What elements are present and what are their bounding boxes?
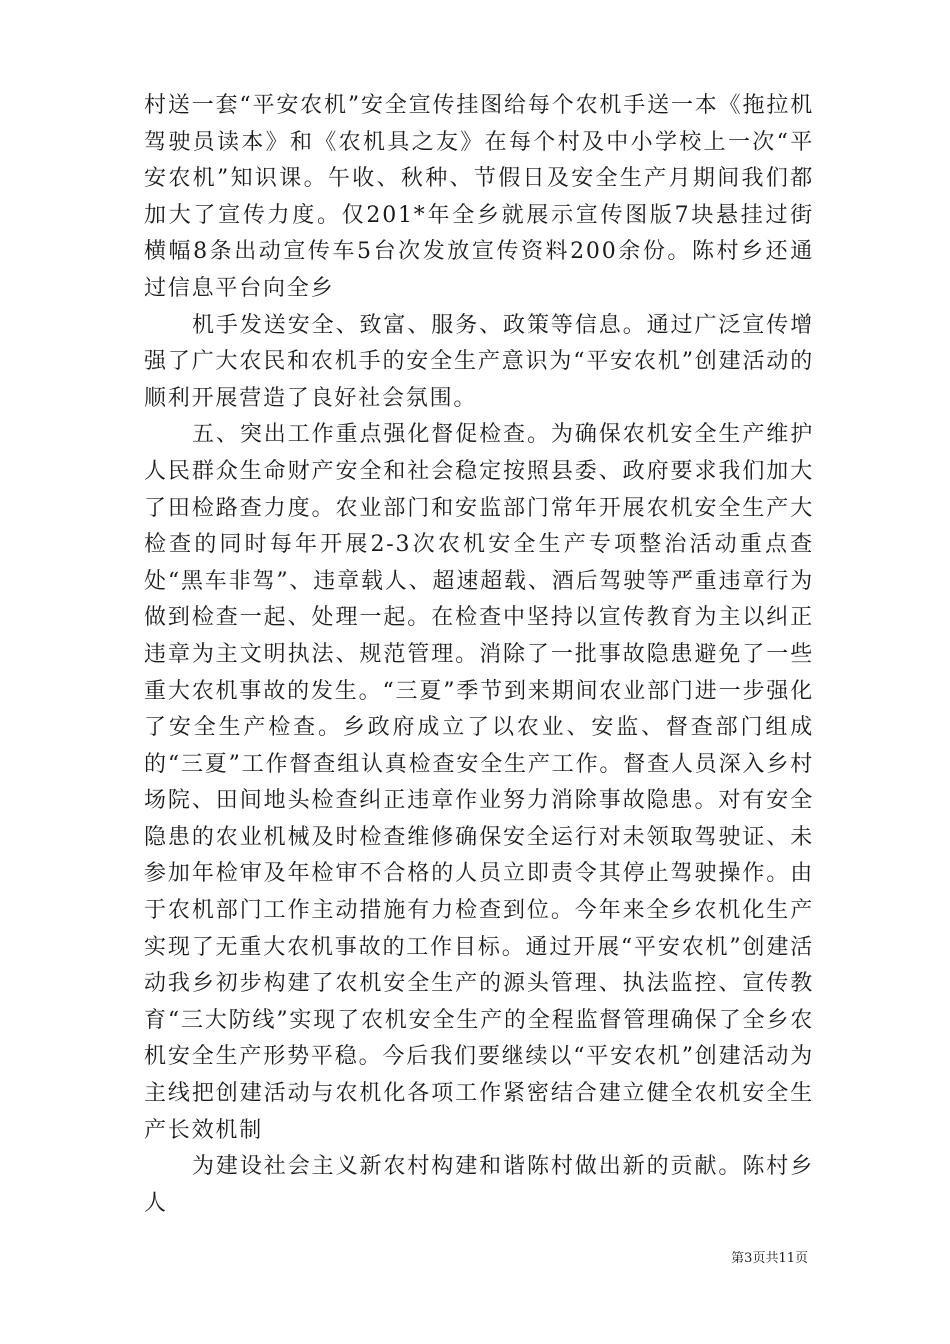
- paragraph-4: 为建设社会主义新农村构建和谐陈村做出新的贡献。陈村乡人: [144, 1154, 814, 1216]
- paragraph-2: 机手发送安全、致富、服务、政策等信息。通过广泛宣传增强了广大农民和农机手的安全生产意识为“平安农机”创建活动的顺利开展营造了良好社会氛围。: [144, 312, 814, 411]
- document-body: [144, 88, 814, 1222]
- paragraph-1: 村送一套“平安农机”安全宣传挂图给每个农机手送一本《拖拉机驾驶员读本》和《农机具之友》在每个村及中小学校上一次“平安农机”知识课。午收、秋种、节假日及安全生产月期间我们都加大了宣传力度。仅201*年全乡就展示宣传图版7块悬挂过街横幅8条出动宣传车5台次发放宣传资料200余份。陈村乡还通过信息平台向全乡: [144, 93, 814, 301]
- page-number: 第3页共11页: [731, 1251, 808, 1266]
- paragraph-3: 五、突出工作重点强化督促检查。为确保农机安全生产维护人民群众生命财产安全和社会稳定按照县委、政府要求我们加大了田检路查力度。农业部门和安监部门常年开展农机安全生产大检查的同时每年开展2-3次农机安全生产专项整治活动重点查处“黑车非驾”、违章载人、超速超载、酒后驾驶等严重违章行为做到检查一起、处理一起。在检查中坚持以宣传教育为主以纠正违章为主文明执法、规范管理。消除了一批事故隐患避免了一些重大农机事故的发生。“三夏”季节到来期间农业部门进一步强化了安全生产检查。乡政府成立了以农业、安监、督查部门组成的“三夏”工作督查组认真检查安全生产工作。督查人员深入乡村场院、田间地头检查纠正违章作业努力消除事故隐患。对有安全隐患的农业机械及时检查维修确保安全运行对未领取驾驶证、未参加年检审及年检审不合格的人员立即责令其停止驾驶操作。由于农机部门工作主动措施有力检查到位。今年来全乡农机化生产实现了无重大农机事故的工作目标。通过开展“平安农机”创建活动我乡初步构建了农机安全生产的源头管理、执法监控、宣传教育“三大防线”实现了农机安全生产的全程监督管理确保了全乡农机安全生产形势平稳。今后我们要继续以“平安农机”创建活动为主线把创建活动与农机化各项工作紧密结合建立健全农机安全生产长效机制: [144, 422, 814, 1143]
